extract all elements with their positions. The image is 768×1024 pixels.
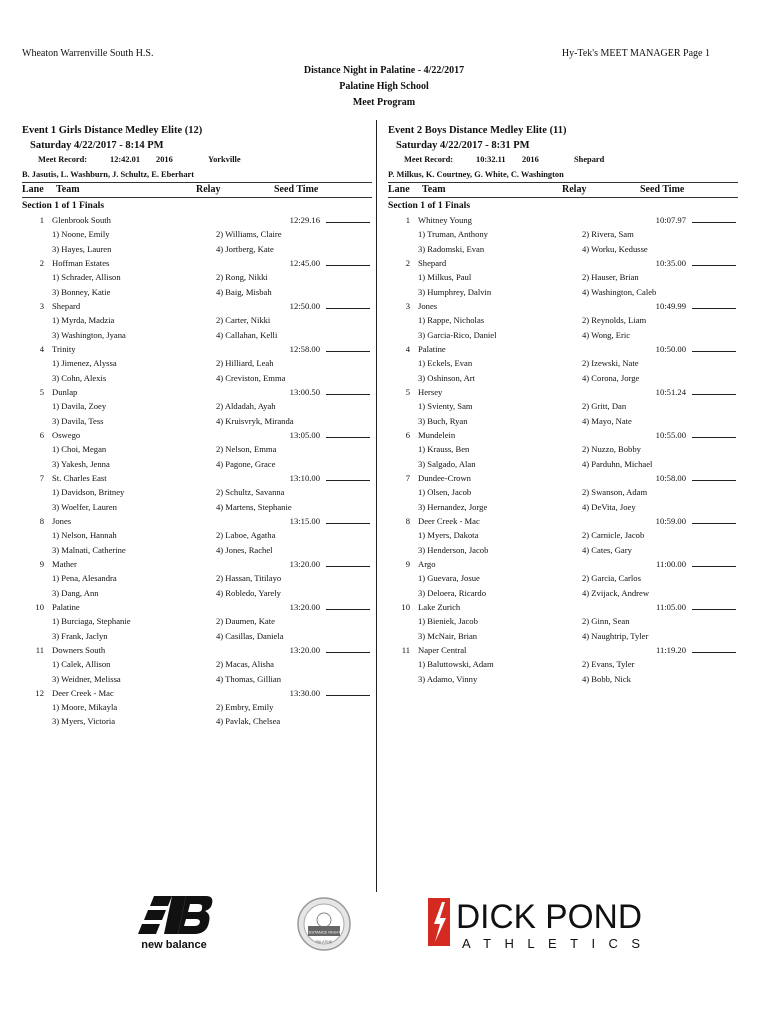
team-name: Lake Zurich: [418, 601, 461, 612]
result-blank-line[interactable]: [692, 342, 736, 352]
runner-leg-2: 2) Schultz, Savanna: [216, 487, 285, 498]
runner-leg-3: 3) Dang, Ann: [52, 587, 99, 598]
runner-leg-2: 2) Gritt, Dan: [582, 401, 627, 412]
result-blank-line[interactable]: [326, 600, 370, 610]
lane-number: 8: [405, 515, 410, 526]
runner-leg-2: 2) Garcia, Carlos: [582, 573, 641, 584]
runner-leg-4: 4) Pavlak, Chelsea: [216, 716, 281, 727]
seed-time: 10:50.00: [655, 343, 686, 354]
runner-leg-4: 4) Baig, Misbah: [216, 286, 272, 297]
seed-time: 13:15.00: [289, 515, 320, 526]
lane-number: 4: [405, 343, 410, 354]
event-title: Event 2 Boys Distance Medley Elite (11): [388, 125, 567, 136]
result-blank-line[interactable]: [692, 213, 736, 223]
runner-leg-4: 4) Kruisvryk, Miranda: [216, 415, 294, 426]
sponsor-logos: [0, 888, 768, 958]
event-1-column: [22, 124, 372, 729]
runner-leg-3: 3) Yakesh, Jenna: [52, 458, 110, 469]
runner-leg-3: 3) Oshinson, Art: [418, 372, 476, 383]
runner-leg-1: 1) Truman, Anthony: [418, 229, 488, 240]
runner-leg-1: 1) Davidson, Britney: [52, 487, 125, 498]
lane-number: 2: [405, 257, 410, 268]
swimmer-row: [22, 356, 372, 370]
column-headers: [22, 183, 372, 198]
seed-time: 12:50.00: [289, 300, 320, 311]
result-blank-line[interactable]: [692, 471, 736, 481]
swimmer-row: [388, 657, 738, 671]
entry-row: [22, 213, 372, 227]
swimmer-row: [22, 629, 372, 643]
swimmer-row: [22, 500, 372, 514]
swimmer-row: [388, 672, 738, 686]
seed-time: 13:20.00: [289, 644, 320, 655]
seed-time: 11:05.00: [656, 601, 686, 612]
seed-time-header: Seed Time: [640, 184, 685, 195]
swimmer-row: [22, 571, 372, 585]
swimmer-row: [388, 528, 738, 542]
dick-pond-wordmark: DICK POND: [456, 898, 642, 936]
team-name: Deer Creek - Mac: [52, 687, 114, 698]
runner-leg-1: 1) Nelson, Hannah: [52, 530, 117, 541]
runner-leg-1: 1) Pena, Alesandra: [52, 573, 117, 584]
result-blank-line[interactable]: [326, 557, 370, 567]
runner-leg-1: 1) Guevara, Josue: [418, 573, 480, 584]
runner-leg-3: 3) Adamo, Vinny: [418, 673, 478, 684]
entry-row: [388, 213, 738, 227]
runner-leg-3: 3) Woelfer, Lauren: [52, 501, 117, 512]
result-blank-line[interactable]: [692, 256, 736, 266]
meet-title-line: Distance Night in Palatine - 4/22/2017: [303, 65, 465, 76]
team-name: Mather: [52, 558, 77, 569]
meet-record: [38, 153, 372, 167]
swimmer-row: [388, 485, 738, 499]
swimmer-row: [388, 629, 738, 643]
runner-leg-4: 4) DeVita, Joey: [582, 501, 636, 512]
runner-leg-4: 4) Zvijack, Andrew: [582, 587, 650, 598]
runner-leg-1: 1) Rappe, Nicholas: [418, 315, 485, 326]
seed-time: 12:29.16: [289, 215, 320, 225]
swimmer-row: [388, 242, 738, 256]
team-name: Deer Creek - Mac: [418, 515, 480, 526]
svg-text:PALATINE: PALATINE: [315, 940, 333, 944]
runner-leg-1: 1) Noone, Emily: [52, 229, 110, 240]
runner-leg-3: 3) Malnati, Catherine: [52, 544, 126, 555]
entry-row: [22, 256, 372, 270]
swimmer-row: [388, 414, 738, 428]
runner-leg-2: 2) Carnicle, Jacob: [582, 530, 645, 541]
runner-leg-2: 2) Daumen, Kate: [216, 616, 275, 627]
seed-time: 10:49.99: [655, 300, 686, 311]
lane-number: 9: [405, 558, 410, 569]
meet-record-year: 2016: [156, 155, 173, 164]
seed-time: 12:45.00: [289, 257, 320, 268]
entry-row: [388, 299, 738, 313]
runner-leg-2: 2) Williams, Claire: [216, 229, 282, 240]
swimmer-row: [22, 371, 372, 385]
meet-record: [404, 153, 738, 167]
runner-leg-4: 4) Mayo, Nate: [582, 415, 632, 426]
seed-time: 13:05.00: [289, 429, 320, 440]
result-blank-line[interactable]: [326, 514, 370, 524]
team-name: Downers South: [52, 644, 106, 655]
runner-leg-3: 3) Myers, Victoria: [52, 716, 116, 727]
swimmer-row: [388, 285, 738, 299]
runner-leg-3: 3) Humphrey, Dalvin: [418, 286, 492, 297]
lane-number: 3: [405, 300, 410, 311]
entry-row: [388, 342, 738, 356]
runner-leg-1: 1) Jimenez, Alyssa: [52, 358, 117, 369]
entry-row: [388, 428, 738, 442]
team-name: Palatine: [52, 601, 80, 612]
result-blank-line[interactable]: [326, 686, 370, 696]
runner-leg-4: 4) Corona, Jorge: [582, 372, 640, 383]
meet-record-label: Meet Record:: [38, 155, 88, 164]
lane-number: 5: [405, 386, 410, 397]
result-blank-line[interactable]: [326, 428, 370, 438]
lane-number: 8: [39, 515, 44, 526]
runner-leg-2: 2) Hauser, Brian: [582, 272, 639, 283]
runner-leg-1: 1) Eckels, Evan: [418, 358, 473, 369]
runner-leg-1: 1) Myrda, Madzia: [52, 315, 115, 326]
result-blank-line[interactable]: [326, 342, 370, 352]
runner-leg-2: 2) Hilliard, Leah: [216, 358, 274, 369]
lane-number: 7: [405, 472, 410, 483]
runner-leg-4: 4) Parduhn, Michael: [582, 458, 653, 469]
swimmer-row: [388, 457, 738, 471]
runner-leg-2: 2) Rong, Nikki: [216, 272, 268, 283]
runner-leg-3: 3) Davila, Tess: [52, 415, 104, 426]
runner-leg-4: 4) Jortberg, Kate: [216, 243, 274, 254]
runner-leg-4: 4) Bobb, Nick: [582, 673, 631, 684]
lane-number: 12: [35, 687, 44, 698]
lane-number: 10: [401, 601, 410, 612]
swimmer-row: [22, 328, 372, 342]
lane-number: 11: [35, 644, 44, 655]
runner-leg-1: 1) Moore, Mikayla: [52, 702, 118, 713]
swimmer-row: [22, 242, 372, 256]
software-page-label: Hy-Tek's MEET MANAGER Page 1: [561, 48, 710, 59]
event-2-column: [388, 124, 738, 686]
runner-leg-4: 4) Robledo, Yarely: [216, 587, 281, 598]
entry-row: [388, 385, 738, 399]
swimmer-row: [22, 442, 372, 456]
seed-time: 11:19.20: [656, 644, 686, 655]
swimmer-row: [388, 614, 738, 628]
runner-leg-4: 4) Naughtrip, Tyler: [582, 630, 649, 641]
distance-night-seal: [296, 896, 352, 952]
swimmer-row: [22, 528, 372, 542]
entry-row: [22, 299, 372, 313]
result-blank-line[interactable]: [326, 256, 370, 266]
result-blank-line[interactable]: [326, 643, 370, 653]
runner-leg-3: 3) Garcia-Rico, Daniel: [418, 329, 497, 340]
runner-leg-3: 3) McNair, Brian: [418, 630, 478, 641]
swimmer-row: [388, 227, 738, 241]
runner-leg-2: 2) Reynolds, Liam: [582, 315, 647, 326]
swimmer-row: [388, 270, 738, 284]
seed-time-header: Seed Time: [274, 184, 319, 195]
team-name: Oswego: [52, 429, 81, 440]
swimmer-row: [22, 672, 372, 686]
seed-time: 10:35.00: [655, 257, 686, 268]
runner-leg-3: 3) Deloera, Ricardo: [418, 587, 487, 598]
runner-leg-3: 3) Hayes, Lauren: [52, 243, 112, 254]
entry-row: [22, 471, 372, 485]
athletics-wordmark: ATHLETICS: [462, 936, 640, 951]
runner-leg-3: 3) Hernandez, Jorge: [418, 501, 488, 512]
team-name: Hersey: [418, 386, 443, 397]
lane-number: 7: [39, 472, 44, 483]
runner-leg-2: 2) Nuzzo, Bobby: [582, 444, 641, 455]
column-divider: [376, 120, 377, 892]
swimmer-row: [388, 543, 738, 557]
team-header: Team: [56, 184, 80, 195]
lane-header: Lane: [22, 184, 44, 195]
meet-record-holders: P. Milkus, K. Courtney, G. White, C. Washington: [388, 167, 738, 183]
result-blank-line[interactable]: [692, 557, 736, 567]
swimmer-row: [22, 586, 372, 600]
team-name: Glenbrook South: [52, 215, 111, 225]
entry-row: [22, 600, 372, 614]
runner-leg-1: 1) Baluttowski, Adam: [418, 659, 494, 670]
team-name: St. Charles East: [52, 472, 107, 483]
swimmer-row: [388, 313, 738, 327]
swimmer-row: [22, 285, 372, 299]
runner-leg-1: 1) Olsen, Jacob: [418, 487, 472, 498]
result-blank-line[interactable]: [692, 385, 736, 395]
runner-leg-1: 1) Myers, Dakota: [418, 530, 479, 541]
swimmer-row: [388, 356, 738, 370]
runner-leg-4: 4) Worku, Kedusse: [582, 243, 648, 254]
entry-row: [22, 342, 372, 356]
lane-number: 1: [405, 215, 410, 225]
entry-row: [22, 643, 372, 657]
runner-leg-4: 4) Callahan, Kelli: [216, 329, 278, 340]
new-balance-logo: [128, 894, 220, 952]
seed-time: 13:30.00: [289, 687, 320, 698]
entry-row: [388, 643, 738, 657]
result-blank-line[interactable]: [326, 299, 370, 309]
runner-leg-1: 1) Davila, Zoey: [52, 401, 107, 412]
meet-record-team: Shepard: [574, 155, 605, 164]
result-blank-line[interactable]: [692, 299, 736, 309]
runner-leg-2: 2) Macas, Alisha: [216, 659, 274, 670]
result-blank-line[interactable]: [326, 471, 370, 481]
lane-number: 11: [401, 644, 410, 655]
team-header: Team: [422, 184, 446, 195]
runner-leg-4: 4) Casillas, Daniela: [216, 630, 284, 641]
runner-leg-4: 4) Washington, Caleb: [582, 286, 657, 297]
seed-time: 11:00.00: [656, 558, 686, 569]
seed-time: 13:00.50: [289, 386, 320, 397]
meet-record-time: 12:42.01: [110, 155, 141, 164]
seed-time: 13:20.00: [289, 558, 320, 569]
entry-row: [388, 600, 738, 614]
runner-leg-1: 1) Burciaga, Stephanie: [52, 616, 131, 627]
runner-leg-2: 2) Embry, Emily: [216, 702, 274, 713]
relay-header: Relay: [196, 184, 221, 195]
section-heading: Section 1 of 1 Finals: [388, 200, 471, 211]
seed-time: 13:20.00: [289, 601, 320, 612]
meet-record-team: Yorkville: [208, 155, 241, 164]
result-blank-line[interactable]: [692, 643, 736, 653]
lane-number: 3: [39, 300, 44, 311]
swimmer-row: [22, 457, 372, 471]
swimmer-row: [388, 586, 738, 600]
runner-leg-4: 4) Pagone, Grace: [216, 458, 276, 469]
swimmer-row: [22, 227, 372, 241]
swimmer-row: [388, 571, 738, 585]
swimmer-row: [388, 328, 738, 342]
team-name: Argo: [418, 558, 436, 569]
swimmer-row: [22, 614, 372, 628]
runner-leg-1: 1) Choi, Megan: [52, 444, 107, 455]
swimmer-row: [22, 270, 372, 284]
runner-leg-4: 4) Martens, Stephanie: [216, 501, 292, 512]
column-headers: [388, 183, 738, 198]
team-name: Naper Central: [418, 644, 467, 655]
team-name: Jones: [52, 515, 72, 526]
runner-leg-1: 1) Krauss, Ben: [418, 444, 470, 455]
swimmer-row: [22, 414, 372, 428]
lane-number: 2: [39, 257, 44, 268]
runner-leg-1: 1) Schrader, Allison: [52, 272, 121, 283]
team-name: Whitney Young: [418, 215, 472, 225]
lane-number: 4: [39, 343, 44, 354]
runner-leg-1: 1) Svienty, Sam: [418, 401, 473, 412]
runner-leg-3: 3) Bonney, Katie: [52, 286, 111, 297]
seed-time: 10:07.97: [655, 215, 686, 225]
event-datetime: Saturday 4/22/2017 - 8:31 PM: [396, 140, 530, 151]
result-blank-line[interactable]: [692, 600, 736, 610]
meet-program-line: Meet Program: [352, 97, 416, 108]
runner-leg-2: 2) Swanson, Adam: [582, 487, 648, 498]
swimmer-row: [388, 399, 738, 413]
entry-row: [22, 514, 372, 528]
lane-number: 5: [39, 386, 44, 397]
runner-leg-3: 3) Frank, Jaclyn: [52, 630, 108, 641]
runner-leg-1: 1) Milkus, Paul: [418, 272, 472, 283]
runner-leg-1: 1) Bieniek, Jacob: [418, 616, 478, 627]
runner-leg-1: 1) Calek, Allison: [52, 659, 111, 670]
svg-text:DISTANCE NIGHT: DISTANCE NIGHT: [307, 929, 341, 935]
swimmer-row: [22, 485, 372, 499]
section-heading: Section 1 of 1 Finals: [22, 200, 105, 211]
seed-time: 10:58.00: [655, 472, 686, 483]
swimmer-row: [388, 500, 738, 514]
meet-record-time: 10:32.11: [476, 155, 506, 164]
runner-leg-4: 4) Creviston, Emma: [216, 372, 286, 383]
runner-leg-2: 2) Izewski, Nate: [582, 358, 639, 369]
meet-record-label: Meet Record:: [404, 155, 454, 164]
entry-row: [22, 428, 372, 442]
meet-venue-line: Palatine High School: [339, 81, 429, 92]
meet-title: [0, 63, 768, 111]
entry-row: [388, 471, 738, 485]
seed-time: 10:59.00: [655, 515, 686, 526]
team-name: Shepard: [418, 257, 447, 268]
relay-header: Relay: [562, 184, 587, 195]
team-name: Shepard: [52, 300, 81, 311]
runner-leg-2: 2) Laboe, Agatha: [216, 530, 276, 541]
swimmer-row: [22, 714, 372, 728]
runner-leg-3: 3) Weidner, Melissa: [52, 673, 121, 684]
event-datetime: Saturday 4/22/2017 - 8:14 PM: [30, 140, 164, 151]
runner-leg-2: 2) Carter, Nikki: [216, 315, 271, 326]
meet-record-holders: B. Jasutis, L. Washburn, J. Schultz, E. Eberhart: [22, 167, 372, 183]
entry-row: [388, 514, 738, 528]
lane-number: 9: [39, 558, 44, 569]
runner-leg-4: 4) Thomas, Gillian: [216, 673, 282, 684]
swimmer-row: [388, 371, 738, 385]
team-name: Dundee-Crown: [418, 472, 471, 483]
team-name: Trinity: [52, 343, 76, 354]
seed-time: 13:10.00: [289, 472, 320, 483]
swimmer-row: [22, 399, 372, 413]
team-name: Palatine: [418, 343, 446, 354]
team-name: Dunlap: [52, 386, 78, 397]
swimmer-row: [22, 313, 372, 327]
runner-leg-4: 4) Wong, Eric: [582, 329, 631, 340]
seed-time: 10:55.00: [655, 429, 686, 440]
swimmer-row: [22, 657, 372, 671]
runner-leg-2: 2) Aldadah, Ayah: [216, 401, 276, 412]
school-name: Wheaton Warrenville South H.S.: [22, 48, 154, 59]
team-name: Hoffman Estates: [52, 257, 110, 268]
lane-number: 6: [405, 429, 410, 440]
runner-leg-3: 3) Salgado, Alan: [418, 458, 476, 469]
seed-time: 10:51.24: [655, 386, 686, 397]
entry-row: [22, 385, 372, 399]
swimmer-row: [22, 700, 372, 714]
result-blank-line[interactable]: [326, 213, 370, 223]
runner-leg-2: 2) Nelson, Emma: [216, 444, 277, 455]
runner-leg-4: 4) Jones, Rachel: [216, 544, 273, 555]
result-blank-line[interactable]: [692, 428, 736, 438]
runner-leg-3: 3) Washington, Jyana: [52, 329, 126, 340]
lane-number: 6: [39, 429, 44, 440]
runner-leg-2: 2) Evans, Tyler: [582, 659, 635, 670]
entry-row: [388, 557, 738, 571]
team-name: Jones: [418, 300, 438, 311]
runner-leg-3: 3) Cohn, Alexis: [52, 372, 107, 383]
lane-header: Lane: [388, 184, 410, 195]
entry-row: [388, 256, 738, 270]
runner-leg-2: 2) Ginn, Sean: [582, 616, 630, 627]
lane-number: 10: [35, 601, 44, 612]
runner-leg-3: 3) Buch, Ryan: [418, 415, 468, 426]
lane-number: 1: [39, 215, 44, 225]
swimmer-row: [388, 442, 738, 456]
event-title: Event 1 Girls Distance Medley Elite (12): [22, 125, 203, 136]
dick-pond-athletics-logo: [426, 894, 646, 952]
runner-leg-2: 2) Rivera, Sam: [582, 229, 634, 240]
result-blank-line[interactable]: [692, 514, 736, 524]
meet-record-year: 2016: [522, 155, 539, 164]
result-blank-line[interactable]: [326, 385, 370, 395]
runner-leg-4: 4) Cates, Gary: [582, 544, 632, 555]
seed-time: 12:58.00: [289, 343, 320, 354]
new-balance-wordmark: new balance: [141, 939, 207, 951]
runner-leg-2: 2) Hassan, Titilayo: [216, 573, 282, 584]
entry-row: [22, 686, 372, 700]
swimmer-row: [22, 543, 372, 557]
runner-leg-3: 3) Radomski, Evan: [418, 243, 485, 254]
runner-leg-3: 3) Henderson, Jacob: [418, 544, 489, 555]
entry-row: [22, 557, 372, 571]
team-name: Mundelein: [418, 429, 456, 440]
